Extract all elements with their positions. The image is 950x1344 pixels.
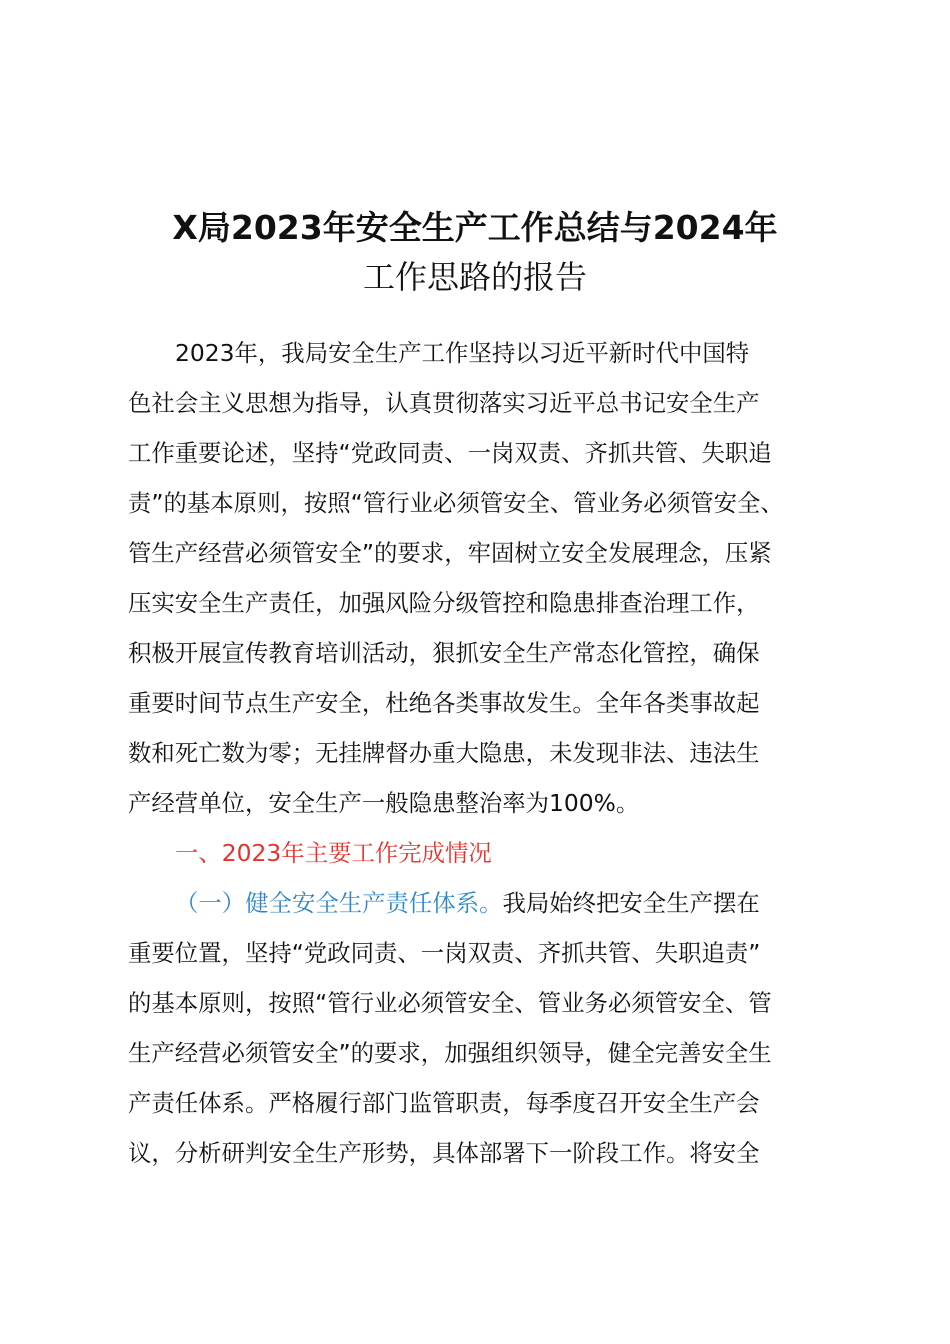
subsection-1-heading: （一）健全安全生产责任体系。: [175, 889, 503, 917]
document-title-line-1: X局2023年安全生产工作总结与2024年: [172, 208, 778, 247]
subsection-1-line: 的基本原则，按照“管行业必须管安全、管业务必须管安全、管: [128, 989, 772, 1017]
intro-paragraph-line: 积极开展宣传教育培训活动，狠抓安全生产常态化管控，确保: [128, 639, 760, 667]
subsection-1-first-line: [175, 888, 760, 918]
intro-paragraph-line: 数和死亡数为零；无挂牌督办重大隐患，未发现非法、违法生: [128, 739, 760, 767]
subsection-1-line: 重要位置，坚持“党政同责、一岗双责、齐抓共管、失职追责”: [128, 939, 761, 967]
intro-paragraph-line: 重要时间节点生产安全，杜绝各类事故发生。全年各类事故起: [128, 689, 760, 717]
intro-paragraph-line: 产经营单位，安全生产一般隐患整治率为100%。: [128, 789, 640, 817]
subsection-1-line: 产责任体系。严格履行部门监管职责，每季度召开安全生产会: [128, 1089, 760, 1117]
intro-paragraph-line: 责”的基本原则，按照“管行业必须管安全、管业务必须管安全、: [128, 489, 784, 517]
intro-paragraph-line: 2023年，我局安全生产工作坚持以习近平新时代中国特: [175, 339, 750, 367]
subsection-1-line: 生产经营必须管安全”的要求，加强组织领导，健全完善安全生: [128, 1039, 772, 1067]
intro-paragraph-line: 管生产经营必须管安全”的要求，牢固树立安全发展理念，压紧: [128, 539, 772, 567]
section-1-heading: 一、2023年主要工作完成情况: [175, 839, 492, 867]
subsection-1-line: 议，分析研判安全生产形势，具体部署下一阶段工作。将安全: [128, 1139, 760, 1167]
document-title-line-2: 工作思路的报告: [362, 258, 587, 296]
intro-paragraph-line: 压实安全生产责任，加强风险分级管控和隐患排查治理工作，: [128, 589, 760, 617]
subsection-1-first-text: 我局始终把安全生产摆在: [502, 889, 760, 917]
intro-paragraph-line: 工作重要论述，坚持“党政同责、一岗双责、齐抓共管、失职追: [128, 439, 772, 467]
intro-paragraph-line: 色社会主义思想为指导，认真贯彻落实习近平总书记安全生产: [128, 389, 760, 417]
